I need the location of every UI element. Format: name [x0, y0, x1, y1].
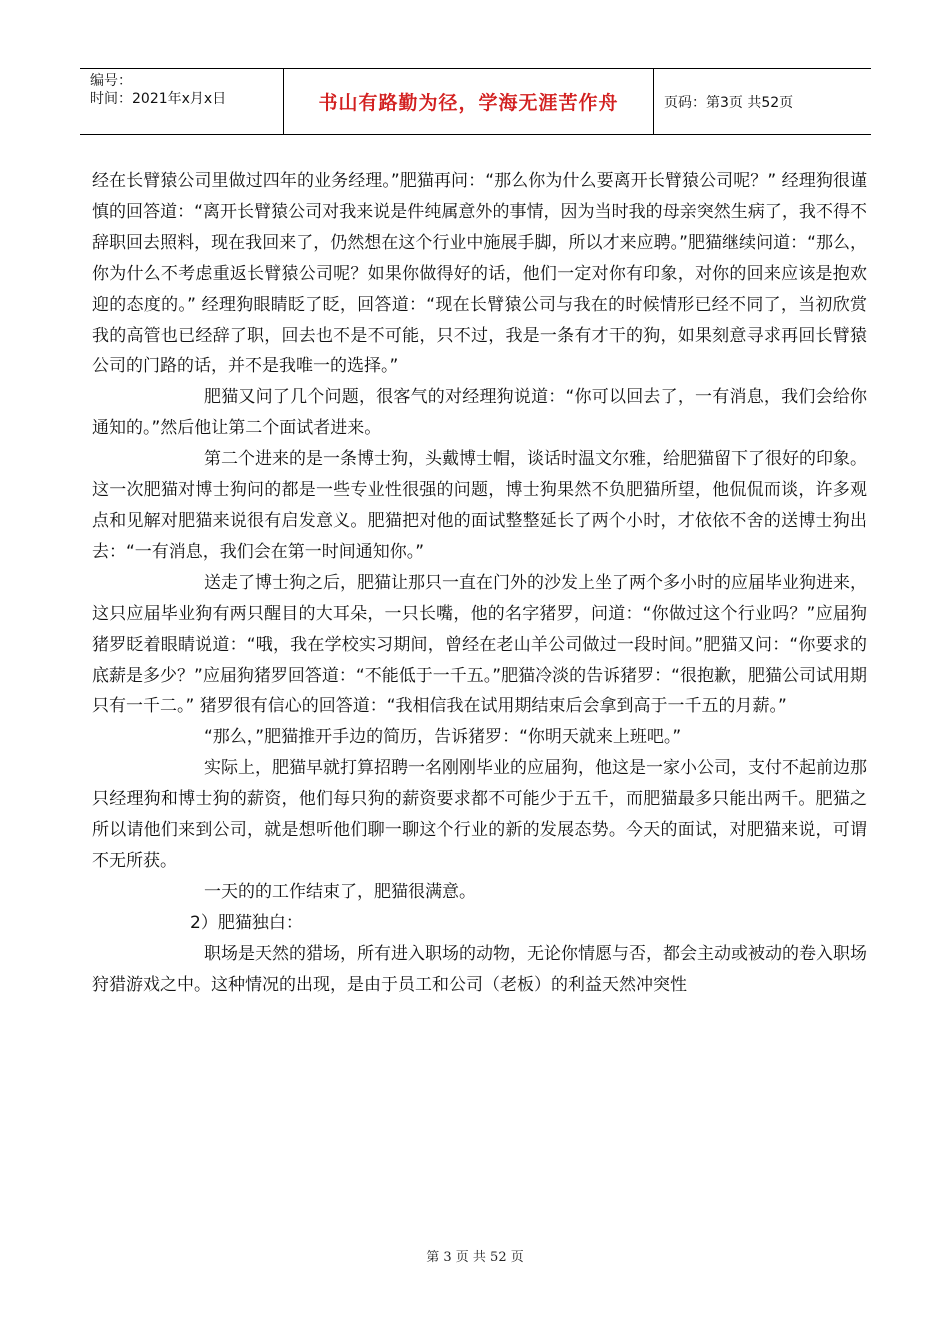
body-paragraph: 实际上，肥猫早就打算招聘一名刚刚毕业的应届狗，他这是一家小公司，支付不起前边那只经理狗和博士狗的薪资，他们每只狗的薪资要求都不可能少于五千，而肥猫最多只能出两千。肥猫之所以请他们来到公司，就是想听他们聊一聊这个行业的新的发展态势。今天的面试，对肥猫来说，可谓不无所获。 [92, 758, 867, 871]
header-page-cell [654, 69, 871, 134]
body-paragraph: “那么，”肥猫推开手边的简历，告诉猪罗：“你明天就来上班吧。” [204, 727, 682, 748]
header-meta-cell [80, 69, 284, 134]
body-paragraph: 2）肥猫独白： [190, 912, 303, 933]
body-paragraph: 经在长臂猿公司里做过四年的业务经理。”肥猫再问：“那么你为什么要离开长臂猿公司呢？” 经理狗很谨慎的回答道：“离开长臂猿公司对我来说是件纯属意外的事情，因为当时我的母亲突然生病了，我不得不辞职回去照料，现在我回来了，仍然想在这个行业中施展手脚，所以才来应聘。”肥猫继续问道：“那么，你为什么不考虑重返长臂猿公司呢？如果你做得好的话，他们一定对你有印象，对你的回来应该是抱欢迎的态度的。” 经理狗眼睛眨了眨，回答道：“现在长臂猿公司与我在的时候情形已经不同了，当初欣赏我的高管也已经辞了职，回去也不是不可能，只不过，我是一条有才干的狗，如果刻意寻求再回长臂猿公司的门路的话，并不是我唯一的选择。” [92, 171, 867, 377]
body-paragraph: 第二个进来的是一条博士狗，头戴博士帽，谈话时温文尔雅，给肥猫留下了很好的印象。这一次肥猫对博士狗问的都是一些专业性很强的问题，博士狗果然不负肥猫所望，他侃侃而谈，许多观点和见解对肥猫来说很有启发意义。肥猫把对他的面试整整延长了两个小时，才依依不舍的送博士狗出去：“一有消息，我们会在第一时间通知你。” [92, 449, 867, 562]
header-motto-cell [284, 69, 654, 134]
page-footer [0, 1246, 950, 1265]
document-number-label: 编号： [90, 73, 132, 89]
header-page-code: 页码：第3页 共52页 [664, 94, 794, 111]
body-paragraph: 一天的的工作结束了，肥猫很满意。 [204, 881, 476, 902]
footer-page-number: 第 3 页 共 52 页 [426, 1250, 524, 1265]
body-paragraph: 肥猫又问了几个问题，很客气的对经理狗说道：“你可以回去了，一有消息，我们会给你通知的。”然后他让第二个面试者进来。 [92, 387, 867, 439]
body-paragraph: 职场是天然的猎场，所有进入职场的动物，无论你情愿与否，都会主动或被动的卷入职场狩猎游戏之中。这种情况的出现，是由于员工和公司（老板）的利益天然冲突性 [92, 943, 867, 995]
body-paragraph: 送走了博士狗之后，肥猫让那只一直在门外的沙发上坐了两个多小时的应届毕业狗进来，这只应届毕业狗有两只醒目的大耳朵，一只长嘴，他的名字猪罗，问道：“你做过这个行业吗？”应届狗猪罗眨着眼睛说道：“哦，我在学校实习期间，曾经在老山羊公司做过一段时间。”肥猫又问：“你要求的底薪是多少？”应届狗猪罗回答道：“不能低于一千五。”肥猫冷淡的告诉猪罗：“很抱歉，肥猫公司试用期只有一千二。” 猪罗很有信心的回答道：“我相信我在试用期结束后会拿到高于一千五的月薪。” [92, 572, 867, 717]
document-time-label: 时间：2021年x月x日 [90, 91, 227, 107]
header-motto: 书山有路勤为径，学海无涯苦作舟 [318, 92, 619, 114]
page-header [80, 68, 871, 135]
document-body [92, 166, 867, 1000]
